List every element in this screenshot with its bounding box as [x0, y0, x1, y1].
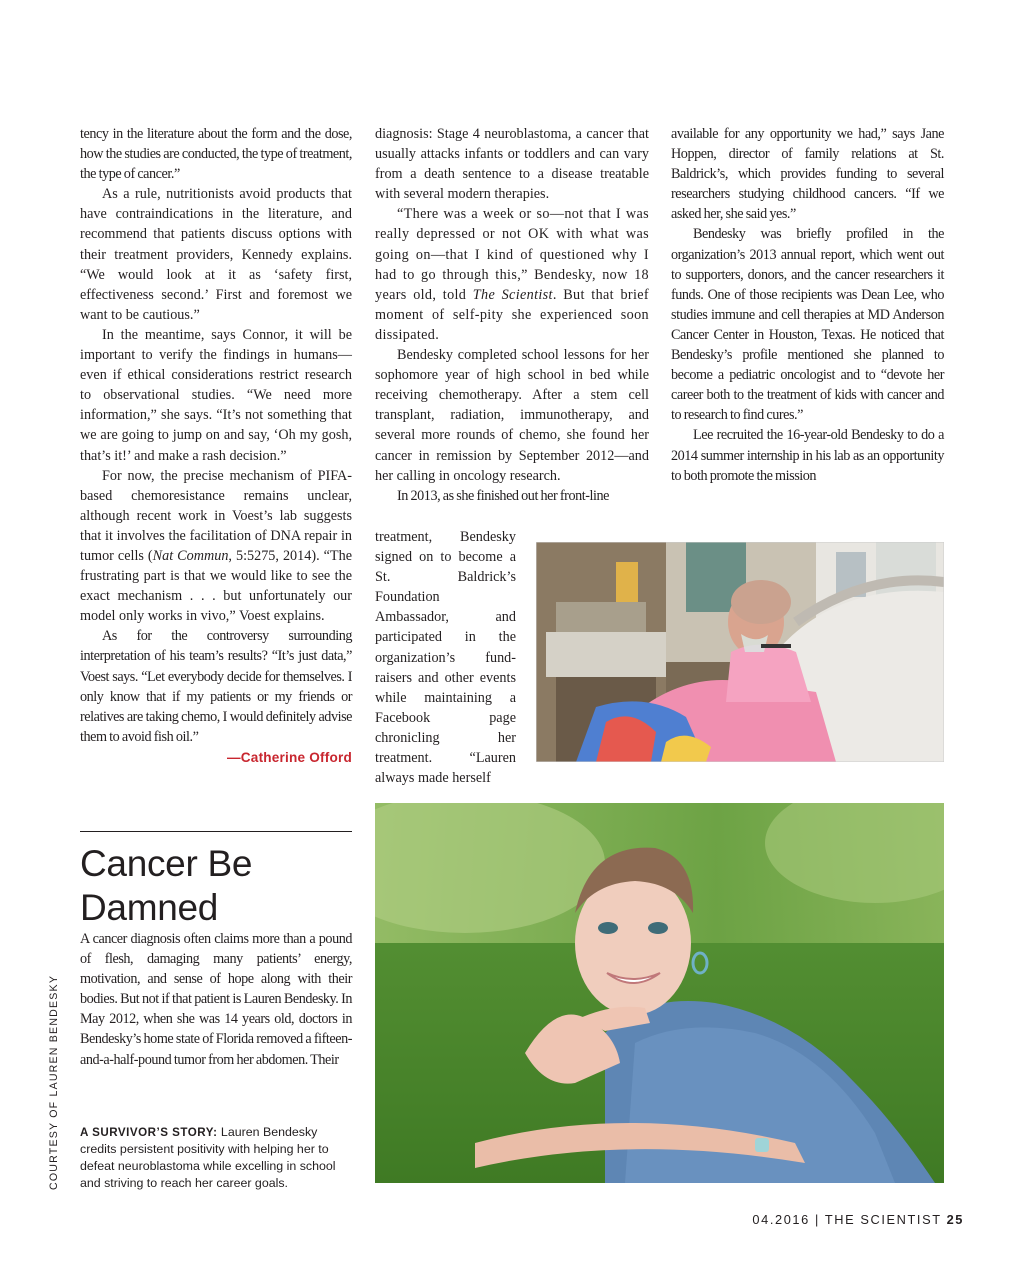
photo-credit: COURTESY OF LAUREN BENDESKY — [48, 974, 60, 1190]
portrait-photo — [375, 803, 944, 1183]
page-number: 25 — [946, 1212, 964, 1227]
column-2 — [375, 124, 649, 506]
col1-paragraph-2: As a rule, nutritionists avoid products that have contraindications in the literature, and recommend that patients discuss options with their treatment providers, Kennedy explains. “We would look at it as ‘safety first, effectiveness second.’ First and foremost we want to be cautious.” — [80, 186, 352, 323]
col2-p2-text-b: . But that brief moment of self-pity she experienced soon dissipated. — [375, 286, 650, 343]
sidebar-intro: A cancer diagnosis often claims more than a pound of flesh, damaging many patients’ energy, motivation, and sense of hope along with their bodies. But not if that patient is Lauren Bendesky. In May 2012, when she was 14 years old, doctors in Bendesky’s home state of Florida removed a fifteen-and-a-half-pound tumor from her abdomen. Their — [80, 931, 352, 1068]
col2-paragraph-1: diagnosis: Stage 4 neuroblastoma, a cancer that usually attacks infants or toddlers and can vary from a death sentence to a disease treatable with several modern therapies. — [375, 126, 649, 203]
col3-paragraph-3: Lee recruited the 16-year-old Bendesky to do a 2014 summer internship in his lab as an opportunity to both promote the mission — [671, 427, 944, 484]
col2-paragraph-3: Bendesky completed school lessons for her sophomore year of high school in bed while receiving chemotherapy. After a stem cell transplant, radiation, immunotherapy, and several more rounds of chemo, she found her cancer in remission by September 2012—and her calling in oncology research. — [375, 347, 649, 484]
col1-p4-text-a: For now, the precise mechanism of PIFA-based chemoresistance remains unclear, although recent work in Voest’s lab suggests that it involves the facilitation of DNA repair in tumor cells ( — [80, 467, 352, 564]
col1-p4-text-b: , 5:5275, 2014). “The frustrating part is that we would like to see the exact mechanism . . . but unfortunately our model only works in vivo,” Voest explains. — [80, 547, 352, 625]
column-3 — [671, 124, 944, 486]
publication-name: The Scientist — [472, 286, 553, 303]
folio-issue: 04.2016 | THE SCIENTIST — [752, 1212, 947, 1227]
col1-paragraph-1: tency in the literature about the form and the dose, how the studies are conducted, the type of treatment, the type of cancer.” — [80, 126, 352, 183]
hospital-photo — [536, 542, 944, 762]
column-2-continued — [375, 527, 516, 788]
col1-paragraph-5: As for the controversy surrounding interpretation of his team’s results? “It’s just data,” Voest says. “Let everybody decide for themselves. I only know that if my patients or my friends or relatives are taking chemo, I would definitely advise them to avoid fish oil.” — [80, 628, 352, 745]
col2-paragraph-4: In 2013, as she finished out her front-line — [397, 487, 609, 504]
col2-paragraph-2 — [375, 204, 649, 345]
journal-citation: Nat Commun — [152, 547, 229, 564]
col3-paragraph-2: Bendesky was briefly profiled in the organization’s 2013 annual report, which went out to supporters, donors, and the cancer researchers it funds. One of those recipients was Dean Lee, who studies immune and cell therapies at MD Anderson Cancer Center in Houston, Texas. He noticed that Bendesky’s profile mentioned she planned to become a pediatric oncologist and to “devote her career both to the treatment of kids with cancer and to research to find cures.” — [671, 226, 944, 424]
col1-paragraph-4 — [80, 466, 352, 627]
page-folio — [752, 1212, 964, 1227]
sidebar-intro-column — [80, 929, 352, 1070]
column-1 — [80, 124, 352, 768]
col1-paragraph-3: In the meantime, says Connor, it will be important to verify the findings in humans—even if ethical considerations restrict research to observational studies. “We need more information,” she says. “It’s not something that we are going to jump on and say, ‘Oh my gosh, that’s it!’ and make a rash decision.” — [80, 326, 352, 464]
caption-lead: A SURVIVOR’S STORY: — [80, 1126, 218, 1139]
caption-text: Lauren Bendesky credits persistent positivity with helping her to defeat neuroblastoma while excelling in school and striving to reach her career goals. — [80, 1125, 336, 1190]
section-divider — [80, 831, 352, 832]
col3-paragraph-1: available for any opportunity we had,” says Jane Hoppen, director of family relations at St. Baldrick’s, which provides funding to several researchers studying childhood cancers. “If we asked her, she said yes.” — [671, 126, 944, 223]
col2-paragraph-4-cont: treatment, Bendesky signed on to become a St. Baldrick’s Foundation Ambassador, and participated in the organization’s fund-raisers and other events while maintaining a Facebook page chronicling her treatment. “Lauren always made herself — [375, 529, 516, 787]
col2-p2-text-a: “There was a week or so—not that I was really depressed or not OK with what was going on—that I kind of questioned why I had to go through this,” Bendesky, now 18 years old, told — [375, 206, 649, 303]
author-byline: —Catherine Offord — [227, 749, 352, 765]
sidebar-headline: Cancer Be Damned — [80, 843, 253, 928]
photo-caption — [80, 1124, 350, 1192]
